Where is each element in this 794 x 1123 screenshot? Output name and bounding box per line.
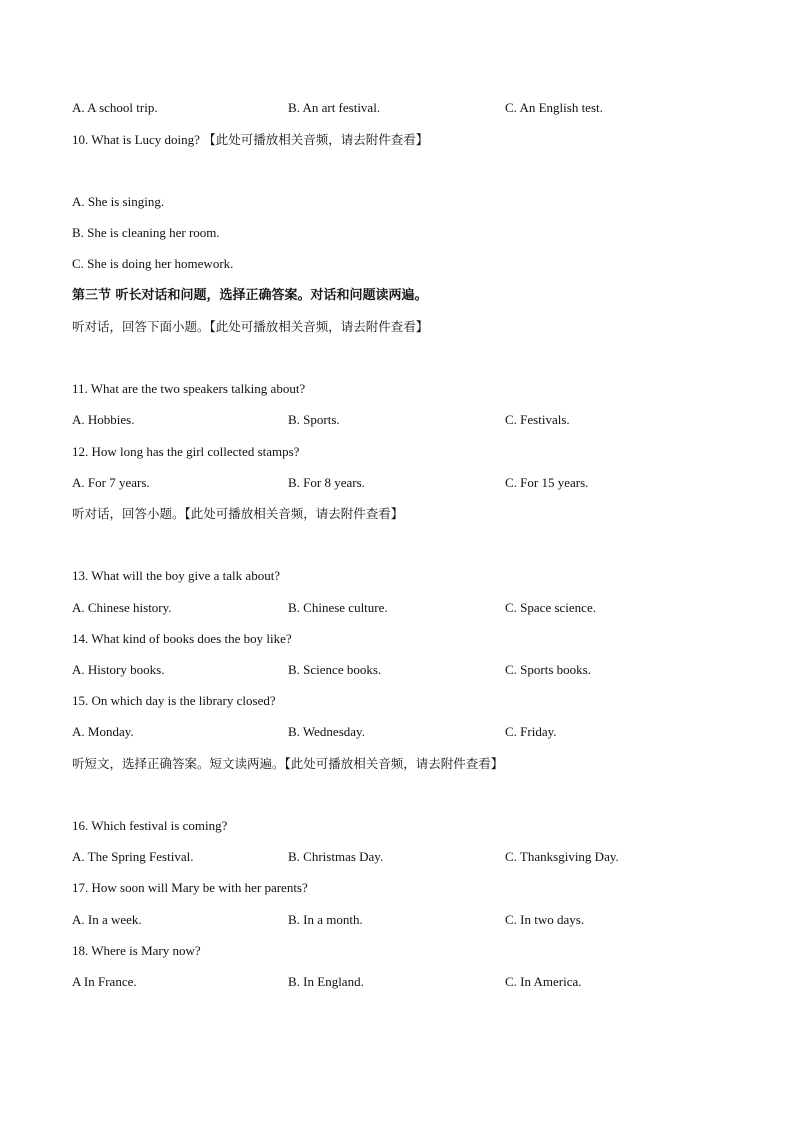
q10-audio-note: 【此处可播放相关音频，请去附件查看】 [203, 132, 429, 147]
q18-option-c: C. In America. [505, 974, 582, 989]
q14-option-c: C. Sports books. [505, 662, 591, 677]
q16-option-a: A. The Spring Festival. [72, 849, 194, 864]
q11-option-c: C. Festivals. [505, 412, 570, 427]
q13-question: 13. What will the boy give a talk about? [72, 568, 281, 583]
q9-option-b: B. An art festival. [288, 100, 381, 115]
q16-option-b: B. Christmas Day. [288, 849, 384, 864]
section3-instruction-3: 听短文，选择正确答案。短文读两遍。【此处可播放相关音频，请去附件查看】 [72, 756, 504, 771]
q14-option-b: B. Science books. [288, 662, 382, 677]
q12-question: 12. How long has the girl collected stamps? [72, 444, 300, 459]
q11-option-b: B. Sports. [288, 412, 340, 427]
q11-question: 11. What are the two speakers talking about? [72, 381, 306, 396]
q15-question: 15. On which day is the library closed? [72, 693, 276, 708]
q12-option-c: C. For 15 years. [505, 475, 589, 490]
q13-option-c: C. Space science. [505, 600, 596, 615]
q18-option-a: A In France. [72, 974, 137, 989]
section3-instruction-2: 听对话，回答小题。【此处可播放相关音频，请去附件查看】 [72, 506, 404, 521]
q12-option-a: A. For 7 years. [72, 475, 150, 490]
q10-option-c: C. She is doing her homework. [72, 256, 234, 271]
q9-option-c: C. An English test. [505, 100, 603, 115]
q16-question: 16. Which festival is coming? [72, 818, 228, 833]
q12-option-b: B. For 8 years. [288, 475, 365, 490]
q14-option-a: A. History books. [72, 662, 165, 677]
q15-option-a: A. Monday. [72, 724, 134, 739]
q13-option-a: A. Chinese history. [72, 600, 172, 615]
q10-option-b: B. She is cleaning her room. [72, 225, 220, 240]
q16-option-c: C. Thanksgiving Day. [505, 849, 619, 864]
section3-instruction-1: 听对话，回答下面小题。【此处可播放相关音频，请去附件查看】 [72, 319, 429, 334]
q9-option-a: A. A school trip. [72, 100, 158, 115]
q15-option-b: B. Wednesday. [288, 724, 365, 739]
q18-option-b: B. In England. [288, 974, 364, 989]
q17-option-a: A. In a week. [72, 912, 142, 927]
q15-option-c: C. Friday. [505, 724, 557, 739]
section3-heading: 第三节 听长对话和问题，选择正确答案。对话和问题读两遍。 [72, 288, 428, 303]
q17-question: 17. How soon will Mary be with her parents? [72, 880, 308, 895]
q14-question: 14. What kind of books does the boy like? [72, 631, 292, 646]
q11-option-a: A. Hobbies. [72, 412, 135, 427]
q17-option-b: B. In a month. [288, 912, 363, 927]
q10-option-a: A. She is singing. [72, 194, 165, 209]
q10-row [72, 132, 428, 148]
q10-question: 10. What is Lucy doing? [72, 132, 200, 147]
q17-option-c: C. In two days. [505, 912, 585, 927]
q18-question: 18. Where is Mary now? [72, 943, 201, 958]
q13-option-b: B. Chinese culture. [288, 600, 388, 615]
